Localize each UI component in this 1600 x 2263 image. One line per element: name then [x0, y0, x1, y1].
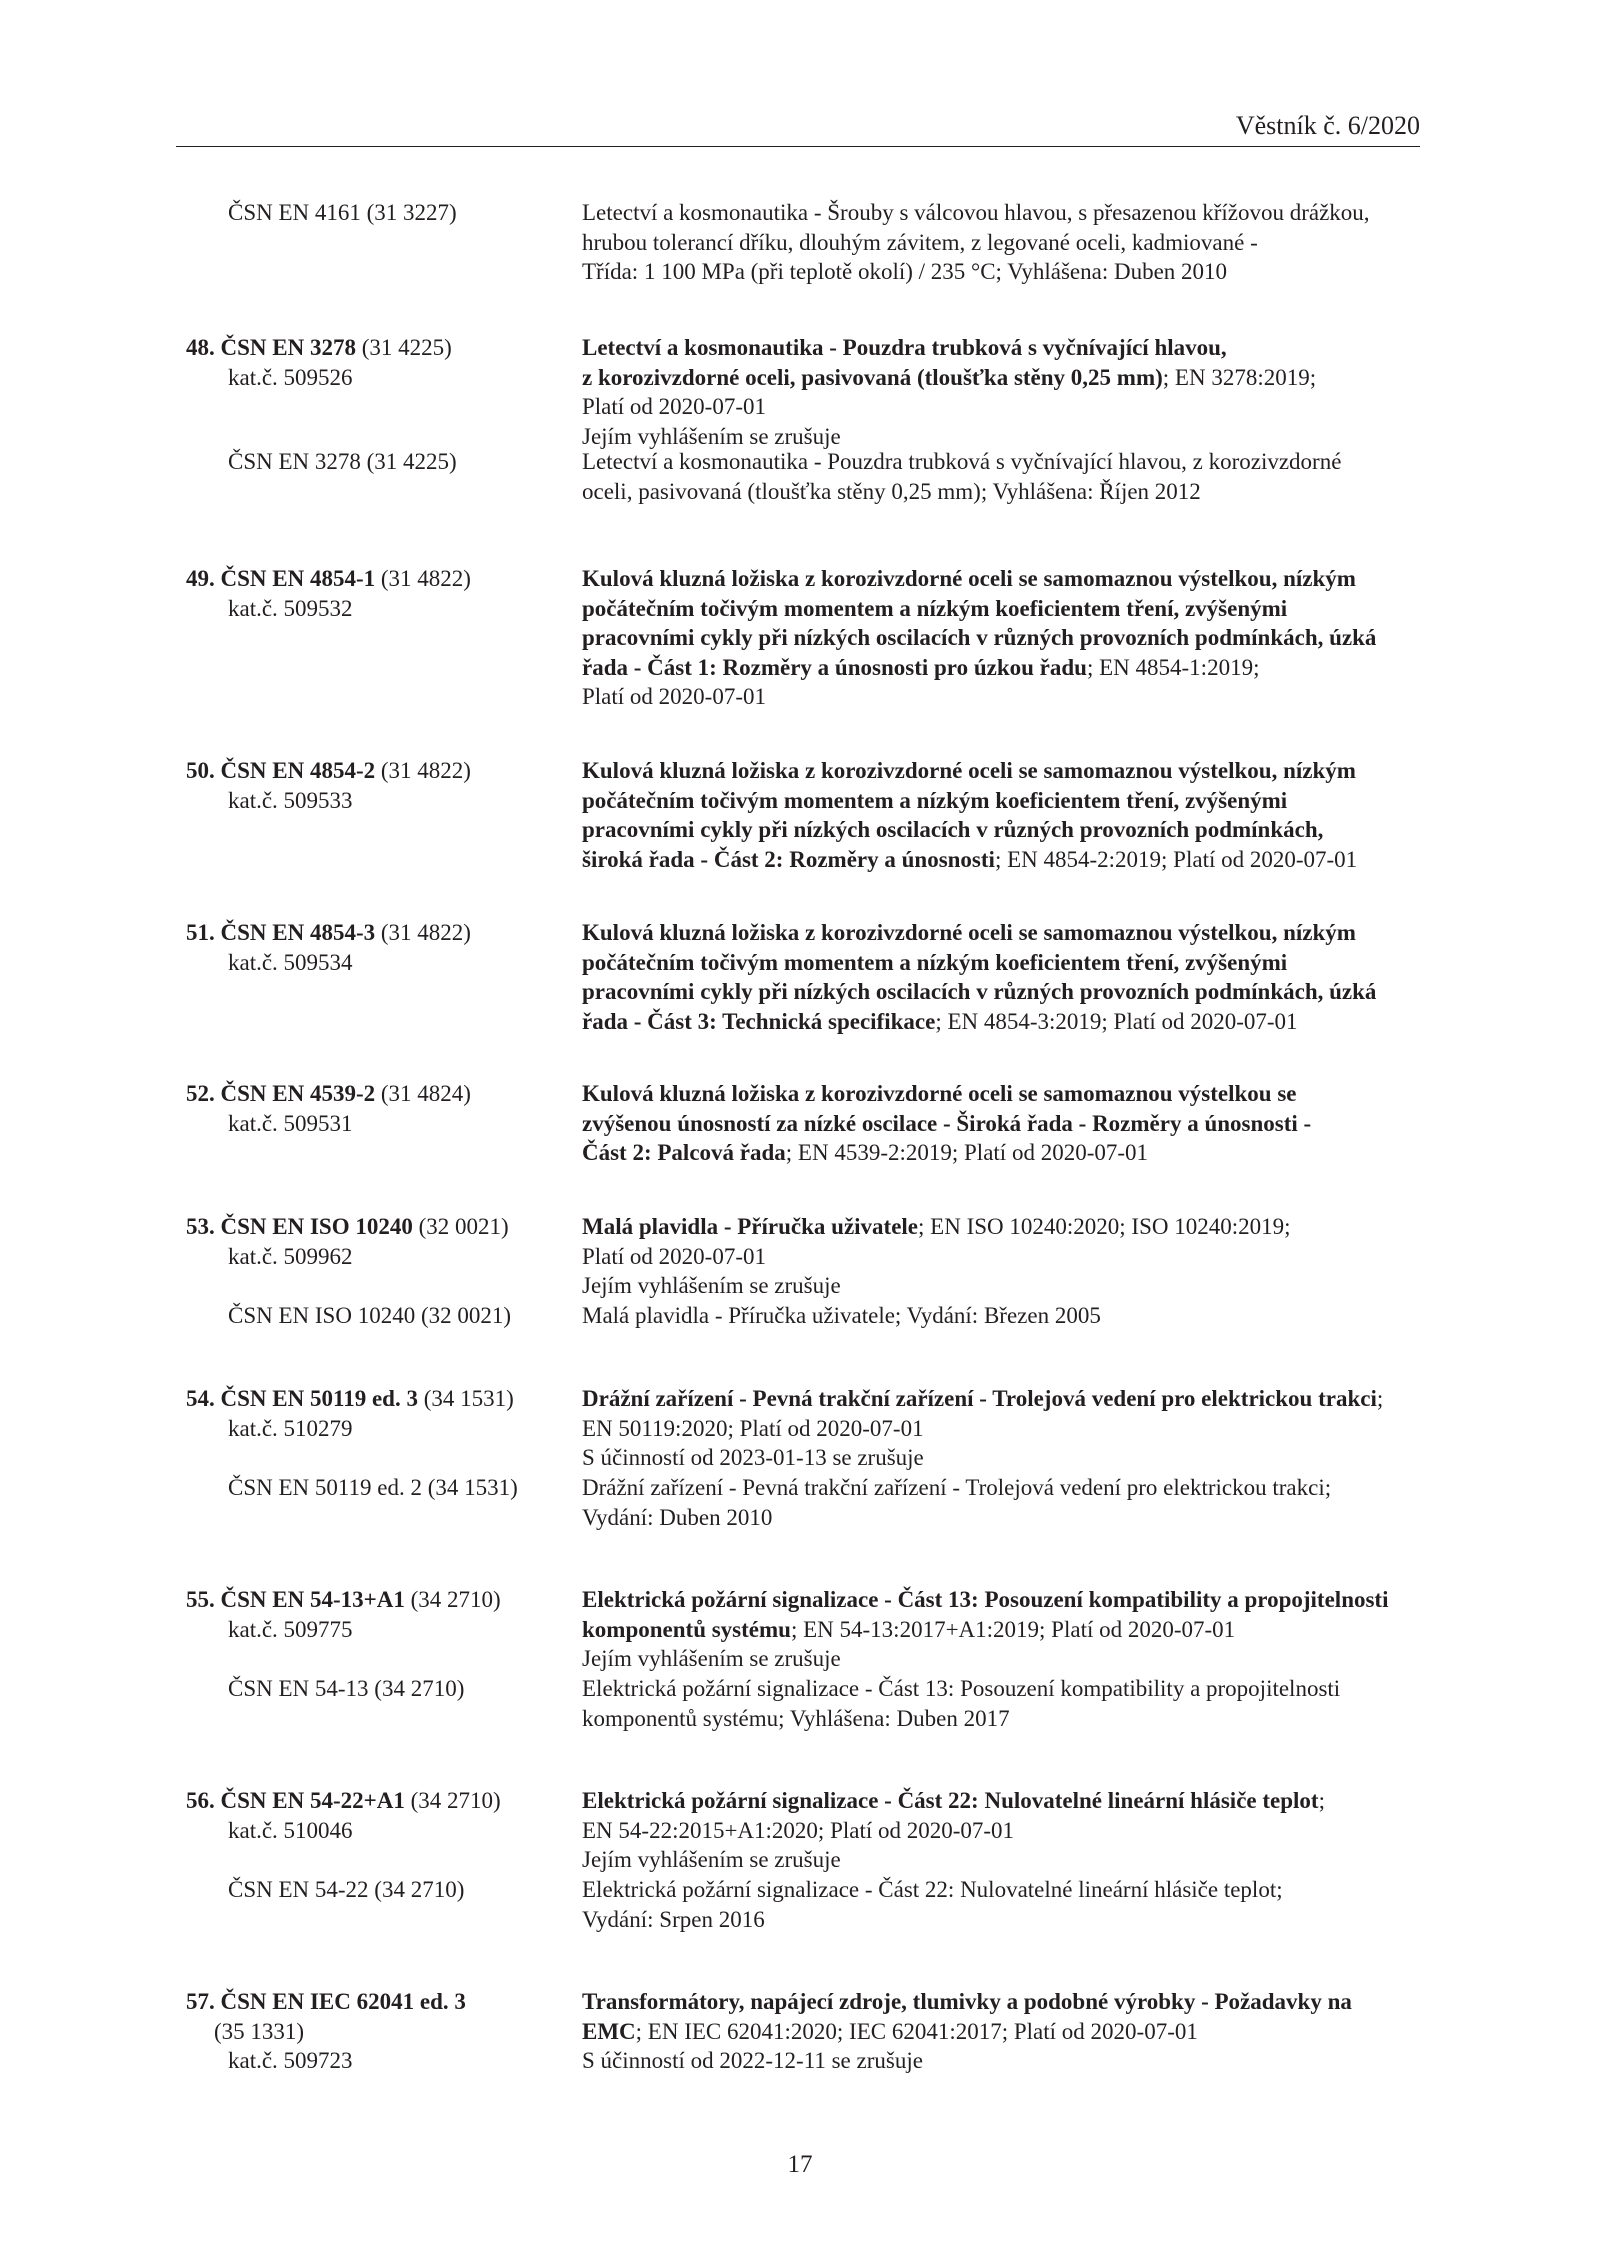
- standard-code-line: [186, 1079, 566, 1109]
- standard-note: Platí od 2020-07-01: [582, 684, 766, 709]
- replaced-standard-code: ČSN EN 3278 (31 4225): [228, 449, 457, 474]
- standard-class-code: (34 2710): [404, 1587, 501, 1612]
- replaced-standard-title: hrubou tolerancí dříku, dlouhým závitem, z legované oceli, kadmiované -: [582, 229, 1258, 255]
- standard-code: ČSN EN IEC 62041 ed. 3: [220, 1989, 466, 2014]
- standard-id-column: [186, 333, 566, 392]
- standard-code-line: [186, 918, 566, 948]
- standard-code-line: [186, 756, 566, 786]
- replaced-standard-title: komponentů systému; Vyhlášena: Duben 2017: [582, 1705, 1010, 1731]
- catalog-number: kat.č. 509532: [228, 595, 353, 621]
- standard-title: pracovními cykly při nízkých oscilacích v různých provozních podmínkách,: [582, 817, 1324, 842]
- standard-id-column: [186, 1875, 566, 1905]
- standard-code: ČSN EN 4854-3: [220, 920, 376, 945]
- standard-class-code: (34 2710): [404, 1788, 501, 1813]
- standard-details: ;: [1376, 1386, 1384, 1411]
- replaced-standard-title: Drážní zařízení - Pevná trakční zařízení - Trolejová vedení pro elektrickou trakci;: [582, 1475, 1332, 1500]
- standard-note: Jejím vyhlášením se zrušuje: [582, 423, 841, 449]
- catalog-number: kat.č. 510279: [228, 1415, 353, 1441]
- title-line: [582, 948, 1442, 978]
- standard-id-column: [186, 198, 566, 228]
- standard-class-code: (31 4225): [355, 335, 452, 360]
- standard-id-column: [186, 1384, 566, 1443]
- standard-code: ČSN EN 54-22+A1: [220, 1788, 405, 1813]
- standard-title-column: [582, 1212, 1442, 1301]
- standard-title: z korozivzdorné oceli, pasivovaná (tloušťka stěny 0,25 mm): [582, 364, 1163, 390]
- catalog-number: kat.č. 510046: [228, 1817, 353, 1843]
- standard-id-column: [186, 1786, 566, 1845]
- standard-code: ČSN EN 4539-2: [220, 1081, 376, 1106]
- standard-title-column: [582, 1384, 1442, 1473]
- standard-note: EN 50119:2020; Platí od 2020-07-01: [582, 1415, 924, 1441]
- title-line: [582, 786, 1442, 816]
- catalog-number: kat.č. 509962: [228, 1243, 353, 1269]
- standard-note: S účinností od 2023-01-13 se zrušuje: [582, 1445, 924, 1470]
- page-header: [176, 108, 1420, 147]
- standard-title: Kulová kluzná ložiska z korozivzdorné oceli se samomaznou výstelkou, nízkým: [582, 566, 1356, 591]
- standard-note: S účinností od 2022-12-11 se zrušuje: [582, 2048, 923, 2073]
- replaced-standard-title: Třída: 1 100 MPa (při teplotě okolí) / 235 °C; Vyhlášena: Duben 2010: [582, 259, 1228, 284]
- standard-title: komponentů systému: [582, 1616, 791, 1642]
- replaced-standard-code: ČSN EN 4161 (31 3227): [228, 200, 457, 225]
- standard-class-code: (31 4824): [375, 1081, 471, 1106]
- standard-title: pracovními cykly při nízkých oscilacích v různých provozních podmínkách, úzká: [582, 625, 1377, 650]
- standard-title: Letectví a kosmonautika - Pouzdra trubková s vyčnívající hlavou,: [582, 335, 1227, 360]
- replaced-standard-code: ČSN EN 54-22 (34 2710): [228, 1877, 465, 1902]
- standard-details: ; EN ISO 10240:2020; ISO 10240:2019;: [918, 1214, 1291, 1239]
- title-line: [582, 363, 1442, 393]
- standard-details: ; EN 4854-1:2019;: [1086, 654, 1260, 680]
- standard-title-column: [582, 918, 1442, 1036]
- standard-title-column: [582, 564, 1442, 712]
- standard-id-column: [186, 1301, 566, 1331]
- standard-id-column: [186, 447, 566, 477]
- standard-code: ČSN EN 54-13+A1: [220, 1587, 405, 1612]
- standard-title: pracovními cykly při nízkých oscilacích v různých provozních podmínkách, úzká: [582, 979, 1377, 1004]
- standard-code-line: [186, 1384, 566, 1414]
- replaced-standard-title: Malá plavidla - Příručka uživatele; Vydání: Březen 2005: [582, 1303, 1101, 1328]
- title-line: [582, 564, 1442, 594]
- standard-title: počátečním točivým momentem a nízkým koeficientem tření, zvýšenými: [582, 787, 1288, 813]
- standard-title-column: [582, 1585, 1442, 1674]
- title-line: [582, 1079, 1442, 1109]
- standard-id-column: [186, 1987, 566, 2076]
- replaced-standard-code: ČSN EN 54-13 (34 2710): [228, 1676, 465, 1701]
- entry-number: 49.: [186, 566, 215, 591]
- title-line: [582, 1987, 1442, 2017]
- title-line: [582, 918, 1442, 948]
- standard-title: počátečním točivým momentem a nízkým koeficientem tření, zvýšenými: [582, 595, 1288, 621]
- catalog-number: kat.č. 509534: [228, 949, 353, 975]
- standard-id-column: [186, 1473, 566, 1503]
- standard-code-line: [186, 564, 566, 594]
- entry-number: 48.: [186, 335, 215, 360]
- entry-number: 54.: [186, 1386, 215, 1411]
- standard-code-line: [186, 1987, 566, 2017]
- standard-title-column: [582, 1875, 1442, 1934]
- entry-number: 52.: [186, 1081, 215, 1106]
- entry-number: 57.: [186, 1989, 215, 2014]
- standard-title-column: [582, 1786, 1442, 1875]
- standard-note: Platí od 2020-07-01: [582, 394, 766, 419]
- standard-title: Část 2: Palcová řada: [582, 1140, 786, 1165]
- standard-code: ČSN EN 4854-2: [220, 758, 376, 783]
- title-line: [582, 594, 1442, 624]
- title-line: [582, 623, 1442, 653]
- standard-class-code: (31 4822): [375, 566, 471, 591]
- standard-title-column: [582, 198, 1442, 287]
- standard-title: počátečním točivým momentem a nízkým koeficientem tření, zvýšenými: [582, 949, 1288, 975]
- standard-code-line: [186, 1585, 566, 1615]
- entry-number: 50.: [186, 758, 215, 783]
- standard-code: ČSN EN 50119 ed. 3: [220, 1386, 418, 1411]
- standard-title-column: [582, 447, 1442, 506]
- standard-title: EMC: [582, 2018, 636, 2044]
- replaced-standard-title: Elektrická požární signalizace - Část 22: Nulovatelné lineární hlásiče teplot;: [582, 1877, 1283, 1902]
- standard-note: Platí od 2020-07-01: [582, 1243, 766, 1269]
- standard-id-column: [186, 918, 566, 977]
- standard-title: Elektrická požární signalizace - Část 13: Posouzení kompatibility a propojitelnosti: [582, 1587, 1389, 1612]
- entry-number: 56.: [186, 1788, 215, 1813]
- page-number: 17: [787, 2151, 813, 2178]
- standard-details: ; EN 4854-3:2019; Platí od 2020-07-01: [935, 1008, 1298, 1034]
- title-line: [582, 1007, 1442, 1037]
- standard-id-column: [186, 756, 566, 815]
- replaced-standard-title: oceli, pasivovaná (tloušťka stěny 0,25 mm); Vyhlášena: Říjen 2012: [582, 478, 1201, 504]
- standard-id-column: [186, 1079, 566, 1138]
- standard-code-line: [186, 333, 566, 363]
- standard-details: ; EN IEC 62041:2020; IEC 62041:2017; Platí od 2020-07-01: [635, 2018, 1198, 2044]
- standard-details: ; EN 4539-2:2019; Platí od 2020-07-01: [785, 1140, 1149, 1165]
- standard-title-column: [582, 1301, 1442, 1331]
- replaced-standard-code: ČSN EN 50119 ed. 2 (34 1531): [228, 1475, 518, 1500]
- standard-title-column: [582, 1473, 1442, 1532]
- standard-class-code: (31 4822): [375, 758, 471, 783]
- title-line: [582, 333, 1442, 363]
- standard-note: EN 54-22:2015+A1:2020; Platí od 2020-07-01: [582, 1817, 1015, 1843]
- title-line: [582, 1109, 1442, 1139]
- standard-title-column: [582, 1674, 1442, 1733]
- standard-note: Jejím vyhlášením se zrušuje: [582, 1847, 841, 1872]
- standard-details: ; EN 3278:2019;: [1162, 364, 1317, 390]
- standard-note: Jejím vyhlášením se zrušuje: [582, 1273, 841, 1298]
- replaced-standard-title: Letectví a kosmonautika - Pouzdra trubková s vyčnívající hlavou, z korozivzdorné: [582, 449, 1342, 474]
- standard-title: Kulová kluzná ložiska z korozivzdorné oceli se samomaznou výstelkou, nízkým: [582, 920, 1356, 945]
- title-line: [582, 756, 1442, 786]
- replaced-standard-title: Letectví a kosmonautika - Šrouby s válcovou hlavou, s přesazenou křížovou drážkou,: [582, 200, 1370, 225]
- title-line: [582, 1585, 1442, 1615]
- standard-title-column: [582, 1987, 1442, 2076]
- entry-number: 51.: [186, 920, 215, 945]
- standard-class-code: (34 1531): [417, 1386, 514, 1411]
- standard-code: ČSN EN ISO 10240: [220, 1214, 413, 1239]
- standard-title: Elektrická požární signalizace - Část 22: Nulovatelné lineární hlásiče teplot: [582, 1788, 1319, 1813]
- title-line: [582, 1615, 1442, 1645]
- entry-number: 55.: [186, 1587, 215, 1612]
- standard-code-line: [186, 1212, 566, 1242]
- standard-class-code: (32 0021): [412, 1214, 509, 1239]
- standard-title: Drážní zařízení - Pevná trakční zařízení - Trolejová vedení pro elektrickou trakci: [582, 1386, 1377, 1411]
- standard-details: ;: [1318, 1788, 1325, 1813]
- standard-id-column: [186, 1674, 566, 1704]
- standard-code-line: [186, 1786, 566, 1816]
- title-line: [582, 845, 1442, 875]
- standard-title: Kulová kluzná ložiska z korozivzdorné oceli se samomaznou výstelkou se: [582, 1081, 1297, 1106]
- standard-title: zvýšenou únosností za nízké oscilace - Široká řada - Rozměry a únosnosti -: [582, 1110, 1312, 1136]
- standard-code: ČSN EN 3278: [220, 335, 356, 360]
- title-line: [582, 653, 1442, 683]
- standard-id-column: [186, 564, 566, 623]
- standard-code: ČSN EN 4854-1: [220, 566, 376, 591]
- standard-title-column: [582, 756, 1442, 874]
- title-line: [582, 1138, 1442, 1168]
- catalog-number: kat.č. 509526: [228, 364, 353, 390]
- standard-title: řada - Část 1: Rozměry a únosnosti pro úzkou řadu: [582, 654, 1087, 680]
- replaced-standard-code: ČSN EN ISO 10240 (32 0021): [228, 1303, 512, 1328]
- standard-class-code: (35 1331): [214, 2018, 305, 2044]
- replaced-standard-title: Vydání: Srpen 2016: [582, 1906, 765, 1932]
- standard-title: řada - Část 3: Technická specifikace: [582, 1008, 936, 1034]
- title-line: [582, 2017, 1442, 2047]
- standard-class-code: (31 4822): [375, 920, 471, 945]
- title-line: [582, 1212, 1442, 1242]
- standard-title: široká řada - Část 2: Rozměry a únosnosti: [582, 846, 995, 872]
- standard-details: ; EN 54-13:2017+A1:2019; Platí od 2020-07-01: [790, 1616, 1236, 1642]
- replaced-standard-title: Elektrická požární signalizace - Část 13: Posouzení kompatibility a propojitelnosti: [582, 1676, 1341, 1701]
- catalog-number: kat.č. 509533: [228, 787, 353, 813]
- standard-title-column: [582, 333, 1442, 451]
- title-line: [582, 1384, 1442, 1414]
- standard-details: ; EN 4854-2:2019; Platí od 2020-07-01: [994, 846, 1358, 872]
- standard-title: Transformátory, napájecí zdroje, tlumivky a podobné výrobky - Požadavky na: [582, 1989, 1352, 2014]
- header-title: Věstník č. 6/2020: [1235, 111, 1420, 140]
- standard-title-column: [582, 1079, 1442, 1168]
- title-line: [582, 977, 1442, 1007]
- catalog-number: kat.č. 509531: [228, 1110, 353, 1136]
- standard-id-column: [186, 1585, 566, 1644]
- replaced-standard-title: Vydání: Duben 2010: [582, 1504, 773, 1530]
- catalog-number: kat.č. 509775: [228, 1616, 353, 1642]
- standard-id-column: [186, 1212, 566, 1271]
- standard-title: Kulová kluzná ložiska z korozivzdorné oceli se samomaznou výstelkou, nízkým: [582, 758, 1356, 783]
- title-line: [582, 815, 1442, 845]
- entry-number: 53.: [186, 1214, 215, 1239]
- standard-note: Jejím vyhlášením se zrušuje: [582, 1646, 841, 1671]
- standard-title: Malá plavidla - Příručka uživatele: [582, 1214, 919, 1239]
- catalog-number: kat.č. 509723: [228, 2048, 353, 2073]
- title-line: [582, 1786, 1442, 1816]
